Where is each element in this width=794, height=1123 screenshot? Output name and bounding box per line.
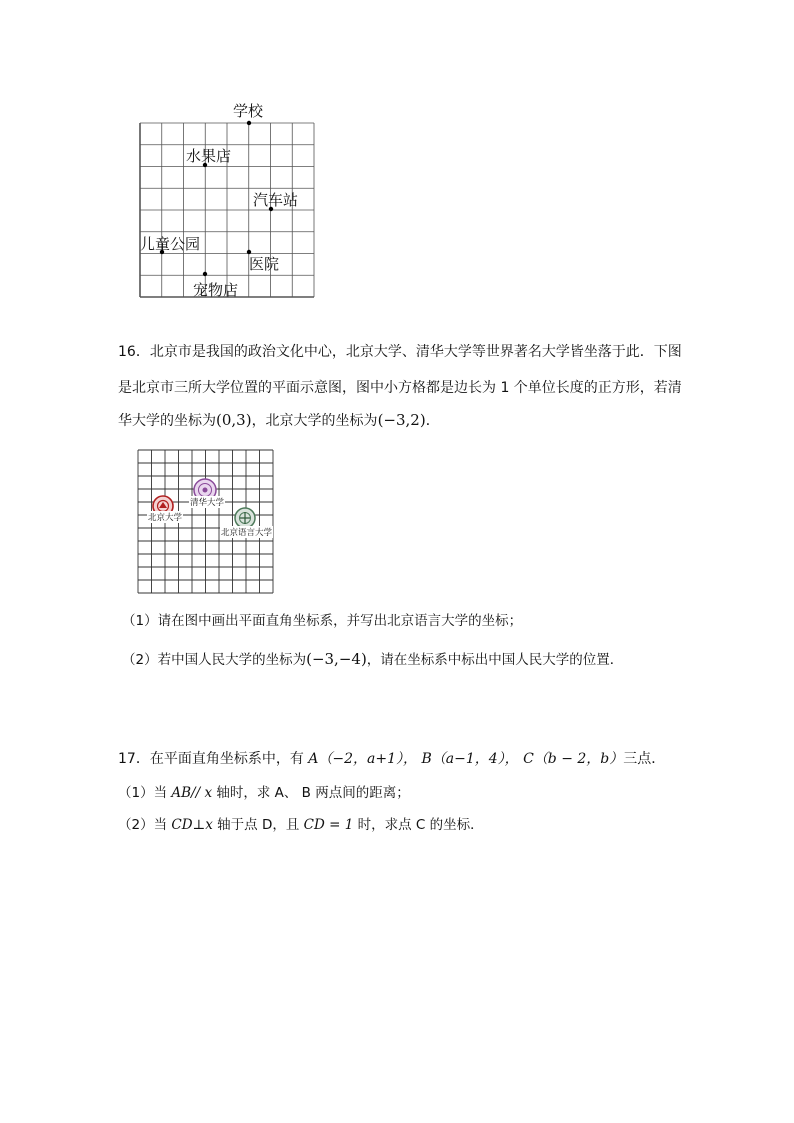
q16-sub2-text-a: （2）若中国人民大学的坐标为 [122,652,307,668]
blcu-logo-icon [235,508,255,528]
peking-grid-label: 北京大学 [148,513,183,523]
q17-line1 [118,749,665,769]
q16-line2: 是北京市三所大学位置的平面示意图，图中小方格都是边长为 1 个单位长度的正方形，若清 [118,380,682,396]
tsinghua-grid-label: 清华大学 [190,498,225,508]
q17-sub2-text-b: 轴于点 D，且 [212,817,304,833]
q17-sub1 [118,783,410,803]
q17-sub2-text-c: 时，求点 C 的坐标． [353,817,484,833]
q17-sub2-condition: CD⊥x [171,817,213,833]
map-label-childrens-park: 儿童公园 [140,235,201,253]
q16-peking-coordinate: (−3,2) [377,411,426,429]
map-label-hospital: 医院 [249,255,280,273]
q17-sub1-condition: AB// x [171,785,213,801]
q16-line3-text-c: ． [425,413,440,429]
q17-point-b: B（a−1，4）， [421,751,519,767]
q17-point-a: A（−2，a+1）， [308,751,417,767]
q16-line3-text-b: ，北京大学的坐标为 [251,413,378,429]
q16-renmin-coordinate: (−3,−4) [306,650,367,668]
q17-sub2-text-a: （2）当 [118,817,172,833]
q16-sub2-text-b: ，请在坐标系中标出中国人民大学的位置． [366,652,624,668]
q16-sub1: （1）请在图中画出平面直角坐标系，并写出北京语言大学的坐标； [122,613,523,629]
map-label-fruit-shop: 水果店 [186,147,232,165]
q16-line1: 16．北京市是我国的政治文化中心，北京大学、清华大学等世界著名大学皆坐落于此．下图 [118,344,682,360]
map-label-pet-shop: 宠物店 [193,281,239,299]
q17-sub2 [118,815,484,835]
map-label-school: 学校 [233,102,264,120]
map-label-bus-station: 汽车站 [253,191,299,209]
q17-point-c: C（b − 2，b） [523,751,624,767]
q16-sub2 [122,649,623,670]
q17-line1-text-a: 17．在平面直角坐标系中，有 [118,751,309,767]
q16-line3-text-a: 华大学的坐标为 [118,413,216,429]
blcu-grid-label: 北京语言大学 [221,528,273,538]
q17-sub2-equation: CD = 1 [303,817,354,833]
q17-sub1-text-b: 轴时，求 A、 B 两点间的距离； [212,785,410,801]
q17-line1-text-b: 三点． [623,751,666,767]
q17-sub1-text-a: （1）当 [118,785,172,801]
q16-tsinghua-coordinate: (0,3) [216,411,252,429]
